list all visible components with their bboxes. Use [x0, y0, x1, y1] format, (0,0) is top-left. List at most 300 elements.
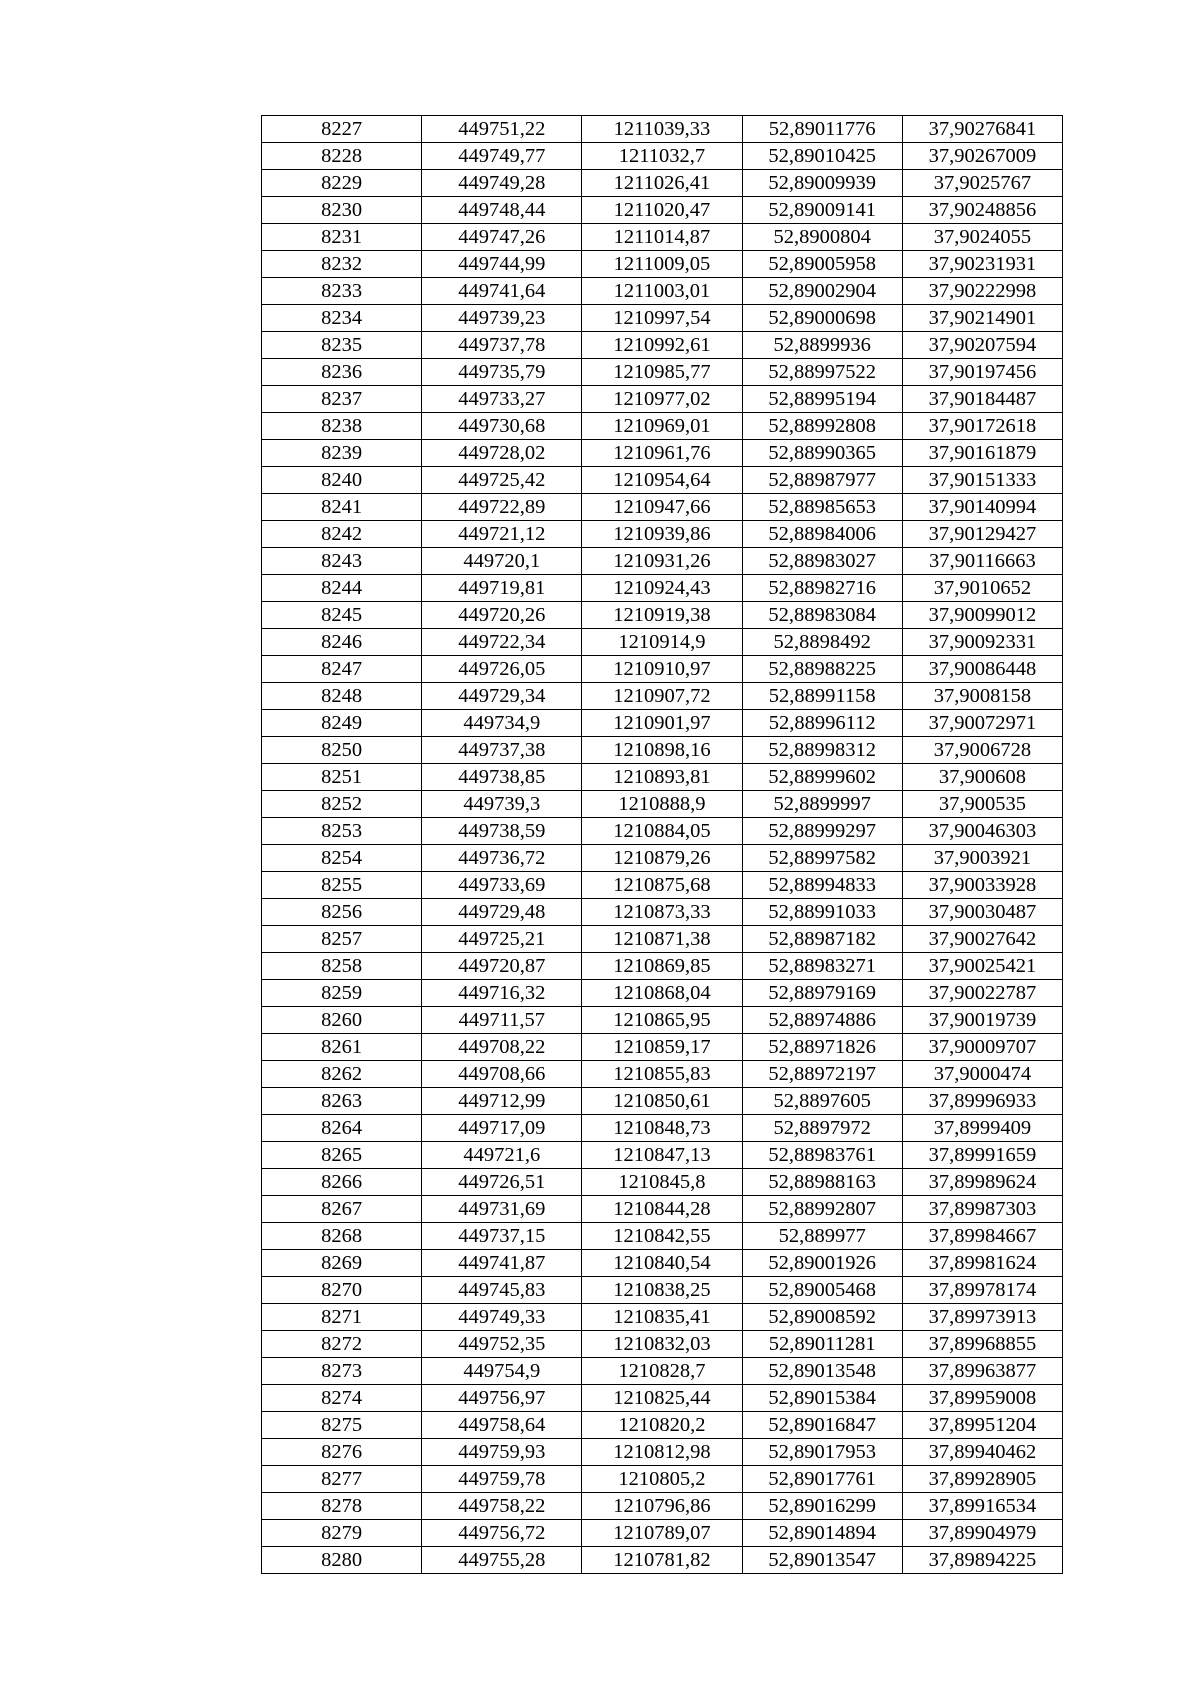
- point-number-cell: 8261: [262, 1034, 422, 1061]
- x-coordinate-cell: 449759,93: [422, 1439, 582, 1466]
- x-coordinate-cell: 449749,28: [422, 170, 582, 197]
- x-coordinate-cell: 449733,27: [422, 386, 582, 413]
- latitude-cell: 52,89016847: [742, 1412, 902, 1439]
- longitude-cell: 37,89951204: [902, 1412, 1062, 1439]
- x-coordinate-cell: 449708,22: [422, 1034, 582, 1061]
- x-coordinate-cell: 449720,26: [422, 602, 582, 629]
- y-coordinate-cell: 1210840,54: [582, 1250, 742, 1277]
- table-row: [262, 143, 1063, 170]
- x-coordinate-cell: 449720,1: [422, 548, 582, 575]
- latitude-cell: 52,88985653: [742, 494, 902, 521]
- y-coordinate-cell: 1210842,55: [582, 1223, 742, 1250]
- point-number-cell: 8262: [262, 1061, 422, 1088]
- y-coordinate-cell: 1210845,8: [582, 1169, 742, 1196]
- latitude-cell: 52,89016299: [742, 1493, 902, 1520]
- x-coordinate-cell: 449759,78: [422, 1466, 582, 1493]
- latitude-cell: 52,89013548: [742, 1358, 902, 1385]
- x-coordinate-cell: 449731,69: [422, 1196, 582, 1223]
- x-coordinate-cell: 449733,69: [422, 872, 582, 899]
- coordinates-table: [261, 115, 1063, 1574]
- table-row: [262, 1304, 1063, 1331]
- y-coordinate-cell: 1210910,97: [582, 656, 742, 683]
- point-number-cell: 8260: [262, 1007, 422, 1034]
- latitude-cell: 52,88988163: [742, 1169, 902, 1196]
- longitude-cell: 37,90009707: [902, 1034, 1062, 1061]
- x-coordinate-cell: 449744,99: [422, 251, 582, 278]
- y-coordinate-cell: 1211032,7: [582, 143, 742, 170]
- y-coordinate-cell: 1210919,38: [582, 602, 742, 629]
- point-number-cell: 8250: [262, 737, 422, 764]
- latitude-cell: 52,89011776: [742, 116, 902, 143]
- longitude-cell: 37,90046303: [902, 818, 1062, 845]
- x-coordinate-cell: 449728,02: [422, 440, 582, 467]
- longitude-cell: 37,90267009: [902, 143, 1062, 170]
- point-number-cell: 8277: [262, 1466, 422, 1493]
- y-coordinate-cell: 1210796,86: [582, 1493, 742, 1520]
- y-coordinate-cell: 1210992,61: [582, 332, 742, 359]
- y-coordinate-cell: 1210838,25: [582, 1277, 742, 1304]
- table-row: [262, 494, 1063, 521]
- y-coordinate-cell: 1210961,76: [582, 440, 742, 467]
- point-number-cell: 8273: [262, 1358, 422, 1385]
- point-number-cell: 8238: [262, 413, 422, 440]
- table-row: [262, 1034, 1063, 1061]
- point-number-cell: 8241: [262, 494, 422, 521]
- table-row: [262, 386, 1063, 413]
- table-row: [262, 1196, 1063, 1223]
- y-coordinate-cell: 1210879,26: [582, 845, 742, 872]
- latitude-cell: 52,88999602: [742, 764, 902, 791]
- y-coordinate-cell: 1210789,07: [582, 1520, 742, 1547]
- y-coordinate-cell: 1210931,26: [582, 548, 742, 575]
- x-coordinate-cell: 449738,59: [422, 818, 582, 845]
- point-number-cell: 8256: [262, 899, 422, 926]
- latitude-cell: 52,88987182: [742, 926, 902, 953]
- point-number-cell: 8257: [262, 926, 422, 953]
- longitude-cell: 37,89959008: [902, 1385, 1062, 1412]
- x-coordinate-cell: 449736,72: [422, 845, 582, 872]
- latitude-cell: 52,89009141: [742, 197, 902, 224]
- table-row: [262, 791, 1063, 818]
- y-coordinate-cell: 1210868,04: [582, 980, 742, 1007]
- x-coordinate-cell: 449758,22: [422, 1493, 582, 1520]
- x-coordinate-cell: 449754,9: [422, 1358, 582, 1385]
- point-number-cell: 8235: [262, 332, 422, 359]
- latitude-cell: 52,89017761: [742, 1466, 902, 1493]
- longitude-cell: 37,9006728: [902, 737, 1062, 764]
- longitude-cell: 37,900608: [902, 764, 1062, 791]
- y-coordinate-cell: 1210848,73: [582, 1115, 742, 1142]
- point-number-cell: 8263: [262, 1088, 422, 1115]
- longitude-cell: 37,90072971: [902, 710, 1062, 737]
- y-coordinate-cell: 1210873,33: [582, 899, 742, 926]
- y-coordinate-cell: 1210898,16: [582, 737, 742, 764]
- y-coordinate-cell: 1210985,77: [582, 359, 742, 386]
- y-coordinate-cell: 1210820,2: [582, 1412, 742, 1439]
- longitude-cell: 37,90161879: [902, 440, 1062, 467]
- latitude-cell: 52,88984006: [742, 521, 902, 548]
- longitude-cell: 37,9008158: [902, 683, 1062, 710]
- point-number-cell: 8237: [262, 386, 422, 413]
- y-coordinate-cell: 1210871,38: [582, 926, 742, 953]
- table-row: [262, 1277, 1063, 1304]
- x-coordinate-cell: 449752,35: [422, 1331, 582, 1358]
- latitude-cell: 52,88988225: [742, 656, 902, 683]
- point-number-cell: 8234: [262, 305, 422, 332]
- y-coordinate-cell: 1210835,41: [582, 1304, 742, 1331]
- longitude-cell: 37,89978174: [902, 1277, 1062, 1304]
- latitude-cell: 52,89015384: [742, 1385, 902, 1412]
- point-number-cell: 8251: [262, 764, 422, 791]
- latitude-cell: 52,88996112: [742, 710, 902, 737]
- y-coordinate-cell: 1210812,98: [582, 1439, 742, 1466]
- longitude-cell: 37,90184487: [902, 386, 1062, 413]
- latitude-cell: 52,88992808: [742, 413, 902, 440]
- point-number-cell: 8265: [262, 1142, 422, 1169]
- x-coordinate-cell: 449711,57: [422, 1007, 582, 1034]
- y-coordinate-cell: 1210969,01: [582, 413, 742, 440]
- y-coordinate-cell: 1210825,44: [582, 1385, 742, 1412]
- longitude-cell: 37,90086448: [902, 656, 1062, 683]
- table-row: [262, 818, 1063, 845]
- point-number-cell: 8253: [262, 818, 422, 845]
- latitude-cell: 52,89011281: [742, 1331, 902, 1358]
- table-row: [262, 926, 1063, 953]
- longitude-cell: 37,90172618: [902, 413, 1062, 440]
- longitude-cell: 37,89973913: [902, 1304, 1062, 1331]
- table-row: [262, 548, 1063, 575]
- table-row: [262, 1439, 1063, 1466]
- latitude-cell: 52,889977: [742, 1223, 902, 1250]
- table-row: [262, 170, 1063, 197]
- longitude-cell: 37,9025767: [902, 170, 1062, 197]
- table-row: [262, 413, 1063, 440]
- latitude-cell: 52,8899936: [742, 332, 902, 359]
- latitude-cell: 52,89010425: [742, 143, 902, 170]
- latitude-cell: 52,88979169: [742, 980, 902, 1007]
- y-coordinate-cell: 1210914,9: [582, 629, 742, 656]
- point-number-cell: 8247: [262, 656, 422, 683]
- table-row: [262, 305, 1063, 332]
- x-coordinate-cell: 449735,79: [422, 359, 582, 386]
- table-row: [262, 764, 1063, 791]
- latitude-cell: 52,8900804: [742, 224, 902, 251]
- x-coordinate-cell: 449756,97: [422, 1385, 582, 1412]
- table-row: [262, 1223, 1063, 1250]
- point-number-cell: 8267: [262, 1196, 422, 1223]
- longitude-cell: 37,90033928: [902, 872, 1062, 899]
- longitude-cell: 37,89987303: [902, 1196, 1062, 1223]
- y-coordinate-cell: 1210859,17: [582, 1034, 742, 1061]
- y-coordinate-cell: 1210888,9: [582, 791, 742, 818]
- table-row: [262, 737, 1063, 764]
- latitude-cell: 52,8897605: [742, 1088, 902, 1115]
- x-coordinate-cell: 449751,22: [422, 116, 582, 143]
- x-coordinate-cell: 449739,3: [422, 791, 582, 818]
- longitude-cell: 37,90030487: [902, 899, 1062, 926]
- point-number-cell: 8243: [262, 548, 422, 575]
- longitude-cell: 37,90022787: [902, 980, 1062, 1007]
- y-coordinate-cell: 1211003,01: [582, 278, 742, 305]
- table-row: [262, 1142, 1063, 1169]
- y-coordinate-cell: 1210947,66: [582, 494, 742, 521]
- x-coordinate-cell: 449741,64: [422, 278, 582, 305]
- y-coordinate-cell: 1210850,61: [582, 1088, 742, 1115]
- longitude-cell: 37,89984667: [902, 1223, 1062, 1250]
- table-row: [262, 1088, 1063, 1115]
- y-coordinate-cell: 1211039,33: [582, 116, 742, 143]
- point-number-cell: 8246: [262, 629, 422, 656]
- x-coordinate-cell: 449734,9: [422, 710, 582, 737]
- table-row: [262, 467, 1063, 494]
- table-row: [262, 116, 1063, 143]
- x-coordinate-cell: 449749,33: [422, 1304, 582, 1331]
- point-number-cell: 8279: [262, 1520, 422, 1547]
- latitude-cell: 52,88971826: [742, 1034, 902, 1061]
- longitude-cell: 37,89894225: [902, 1547, 1062, 1574]
- y-coordinate-cell: 1210884,05: [582, 818, 742, 845]
- x-coordinate-cell: 449756,72: [422, 1520, 582, 1547]
- x-coordinate-cell: 449737,38: [422, 737, 582, 764]
- latitude-cell: 52,88997522: [742, 359, 902, 386]
- latitude-cell: 52,88991158: [742, 683, 902, 710]
- longitude-cell: 37,89963877: [902, 1358, 1062, 1385]
- x-coordinate-cell: 449730,68: [422, 413, 582, 440]
- x-coordinate-cell: 449725,21: [422, 926, 582, 953]
- point-number-cell: 8245: [262, 602, 422, 629]
- y-coordinate-cell: 1210869,85: [582, 953, 742, 980]
- y-coordinate-cell: 1210805,2: [582, 1466, 742, 1493]
- latitude-cell: 52,89013547: [742, 1547, 902, 1574]
- latitude-cell: 52,88972197: [742, 1061, 902, 1088]
- latitude-cell: 52,89005958: [742, 251, 902, 278]
- latitude-cell: 52,8898492: [742, 629, 902, 656]
- latitude-cell: 52,88992807: [742, 1196, 902, 1223]
- x-coordinate-cell: 449719,81: [422, 575, 582, 602]
- table-row: [262, 440, 1063, 467]
- latitude-cell: 52,89008592: [742, 1304, 902, 1331]
- latitude-cell: 52,88999297: [742, 818, 902, 845]
- longitude-cell: 37,9010652: [902, 575, 1062, 602]
- longitude-cell: 37,9000474: [902, 1061, 1062, 1088]
- longitude-cell: 37,89940462: [902, 1439, 1062, 1466]
- table-row: [262, 1493, 1063, 1520]
- y-coordinate-cell: 1210875,68: [582, 872, 742, 899]
- latitude-cell: 52,88983761: [742, 1142, 902, 1169]
- point-number-cell: 8229: [262, 170, 422, 197]
- x-coordinate-cell: 449722,34: [422, 629, 582, 656]
- table-row: [262, 1358, 1063, 1385]
- table-row: [262, 872, 1063, 899]
- longitude-cell: 37,89996933: [902, 1088, 1062, 1115]
- latitude-cell: 52,88991033: [742, 899, 902, 926]
- y-coordinate-cell: 1210997,54: [582, 305, 742, 332]
- table-row: [262, 710, 1063, 737]
- y-coordinate-cell: 1210855,83: [582, 1061, 742, 1088]
- table-row: [262, 602, 1063, 629]
- point-number-cell: 8278: [262, 1493, 422, 1520]
- point-number-cell: 8227: [262, 116, 422, 143]
- point-number-cell: 8248: [262, 683, 422, 710]
- longitude-cell: 37,90151333: [902, 467, 1062, 494]
- table-row: [262, 980, 1063, 1007]
- longitude-cell: 37,90025421: [902, 953, 1062, 980]
- point-number-cell: 8242: [262, 521, 422, 548]
- longitude-cell: 37,89904979: [902, 1520, 1062, 1547]
- latitude-cell: 52,88983271: [742, 953, 902, 980]
- latitude-cell: 52,88982716: [742, 575, 902, 602]
- table-row: [262, 1520, 1063, 1547]
- latitude-cell: 52,89001926: [742, 1250, 902, 1277]
- x-coordinate-cell: 449745,83: [422, 1277, 582, 1304]
- y-coordinate-cell: 1210924,43: [582, 575, 742, 602]
- longitude-cell: 37,90129427: [902, 521, 1062, 548]
- latitude-cell: 52,8899997: [742, 791, 902, 818]
- x-coordinate-cell: 449716,32: [422, 980, 582, 1007]
- table-row: [262, 521, 1063, 548]
- point-number-cell: 8259: [262, 980, 422, 1007]
- y-coordinate-cell: 1210847,13: [582, 1142, 742, 1169]
- longitude-cell: 37,90276841: [902, 116, 1062, 143]
- x-coordinate-cell: 449712,99: [422, 1088, 582, 1115]
- y-coordinate-cell: 1210901,97: [582, 710, 742, 737]
- longitude-cell: 37,8999409: [902, 1115, 1062, 1142]
- y-coordinate-cell: 1210893,81: [582, 764, 742, 791]
- y-coordinate-cell: 1210844,28: [582, 1196, 742, 1223]
- point-number-cell: 8269: [262, 1250, 422, 1277]
- point-number-cell: 8230: [262, 197, 422, 224]
- table-row: [262, 1412, 1063, 1439]
- y-coordinate-cell: 1211026,41: [582, 170, 742, 197]
- point-number-cell: 8272: [262, 1331, 422, 1358]
- table-row: [262, 953, 1063, 980]
- table-row: [262, 224, 1063, 251]
- longitude-cell: 37,89989624: [902, 1169, 1062, 1196]
- point-number-cell: 8266: [262, 1169, 422, 1196]
- x-coordinate-cell: 449717,09: [422, 1115, 582, 1142]
- table-row: [262, 1115, 1063, 1142]
- point-number-cell: 8231: [262, 224, 422, 251]
- x-coordinate-cell: 449741,87: [422, 1250, 582, 1277]
- latitude-cell: 52,88983084: [742, 602, 902, 629]
- table-row: [262, 899, 1063, 926]
- longitude-cell: 37,89991659: [902, 1142, 1062, 1169]
- point-number-cell: 8255: [262, 872, 422, 899]
- point-number-cell: 8254: [262, 845, 422, 872]
- x-coordinate-cell: 449708,66: [422, 1061, 582, 1088]
- latitude-cell: 52,89009939: [742, 170, 902, 197]
- point-number-cell: 8271: [262, 1304, 422, 1331]
- table-row: [262, 1250, 1063, 1277]
- longitude-cell: 37,90099012: [902, 602, 1062, 629]
- table-row: [262, 251, 1063, 278]
- point-number-cell: 8264: [262, 1115, 422, 1142]
- point-number-cell: 8236: [262, 359, 422, 386]
- longitude-cell: 37,90214901: [902, 305, 1062, 332]
- y-coordinate-cell: 1210832,03: [582, 1331, 742, 1358]
- point-number-cell: 8228: [262, 143, 422, 170]
- x-coordinate-cell: 449737,15: [422, 1223, 582, 1250]
- x-coordinate-cell: 449726,51: [422, 1169, 582, 1196]
- table-row: [262, 1547, 1063, 1574]
- x-coordinate-cell: 449749,77: [422, 143, 582, 170]
- y-coordinate-cell: 1211009,05: [582, 251, 742, 278]
- x-coordinate-cell: 449747,26: [422, 224, 582, 251]
- point-number-cell: 8275: [262, 1412, 422, 1439]
- latitude-cell: 52,88997582: [742, 845, 902, 872]
- longitude-cell: 37,90116663: [902, 548, 1062, 575]
- y-coordinate-cell: 1211014,87: [582, 224, 742, 251]
- table-row: [262, 1466, 1063, 1493]
- longitude-cell: 37,89916534: [902, 1493, 1062, 1520]
- latitude-cell: 52,88994833: [742, 872, 902, 899]
- longitude-cell: 37,89928905: [902, 1466, 1062, 1493]
- latitude-cell: 52,89005468: [742, 1277, 902, 1304]
- point-number-cell: 8239: [262, 440, 422, 467]
- table-row: [262, 359, 1063, 386]
- latitude-cell: 52,88998312: [742, 737, 902, 764]
- longitude-cell: 37,900535: [902, 791, 1062, 818]
- longitude-cell: 37,90248856: [902, 197, 1062, 224]
- y-coordinate-cell: 1210781,82: [582, 1547, 742, 1574]
- point-number-cell: 8268: [262, 1223, 422, 1250]
- y-coordinate-cell: 1210907,72: [582, 683, 742, 710]
- latitude-cell: 52,88987977: [742, 467, 902, 494]
- x-coordinate-cell: 449720,87: [422, 953, 582, 980]
- table-row: [262, 656, 1063, 683]
- latitude-cell: 52,88974886: [742, 1007, 902, 1034]
- longitude-cell: 37,89981624: [902, 1250, 1062, 1277]
- y-coordinate-cell: 1211020,47: [582, 197, 742, 224]
- x-coordinate-cell: 449726,05: [422, 656, 582, 683]
- point-number-cell: 8276: [262, 1439, 422, 1466]
- latitude-cell: 52,88990365: [742, 440, 902, 467]
- x-coordinate-cell: 449739,23: [422, 305, 582, 332]
- longitude-cell: 37,90207594: [902, 332, 1062, 359]
- latitude-cell: 52,88983027: [742, 548, 902, 575]
- point-number-cell: 8244: [262, 575, 422, 602]
- x-coordinate-cell: 449721,6: [422, 1142, 582, 1169]
- longitude-cell: 37,90140994: [902, 494, 1062, 521]
- x-coordinate-cell: 449738,85: [422, 764, 582, 791]
- y-coordinate-cell: 1210977,02: [582, 386, 742, 413]
- latitude-cell: 52,89017953: [742, 1439, 902, 1466]
- longitude-cell: 37,90027642: [902, 926, 1062, 953]
- table-row: [262, 1007, 1063, 1034]
- coordinates-table-body: [262, 116, 1063, 1574]
- latitude-cell: 52,8897972: [742, 1115, 902, 1142]
- point-number-cell: 8249: [262, 710, 422, 737]
- longitude-cell: 37,89968855: [902, 1331, 1062, 1358]
- latitude-cell: 52,89014894: [742, 1520, 902, 1547]
- table-row: [262, 1169, 1063, 1196]
- table-row: [262, 332, 1063, 359]
- longitude-cell: 37,9003921: [902, 845, 1062, 872]
- point-number-cell: 8274: [262, 1385, 422, 1412]
- table-row: [262, 845, 1063, 872]
- table-row: [262, 1385, 1063, 1412]
- latitude-cell: 52,89000698: [742, 305, 902, 332]
- table-row: [262, 1061, 1063, 1088]
- table-row: [262, 197, 1063, 224]
- table-row: [262, 1331, 1063, 1358]
- x-coordinate-cell: 449721,12: [422, 521, 582, 548]
- point-number-cell: 8280: [262, 1547, 422, 1574]
- point-number-cell: 8232: [262, 251, 422, 278]
- y-coordinate-cell: 1210865,95: [582, 1007, 742, 1034]
- longitude-cell: 37,90222998: [902, 278, 1062, 305]
- longitude-cell: 37,90197456: [902, 359, 1062, 386]
